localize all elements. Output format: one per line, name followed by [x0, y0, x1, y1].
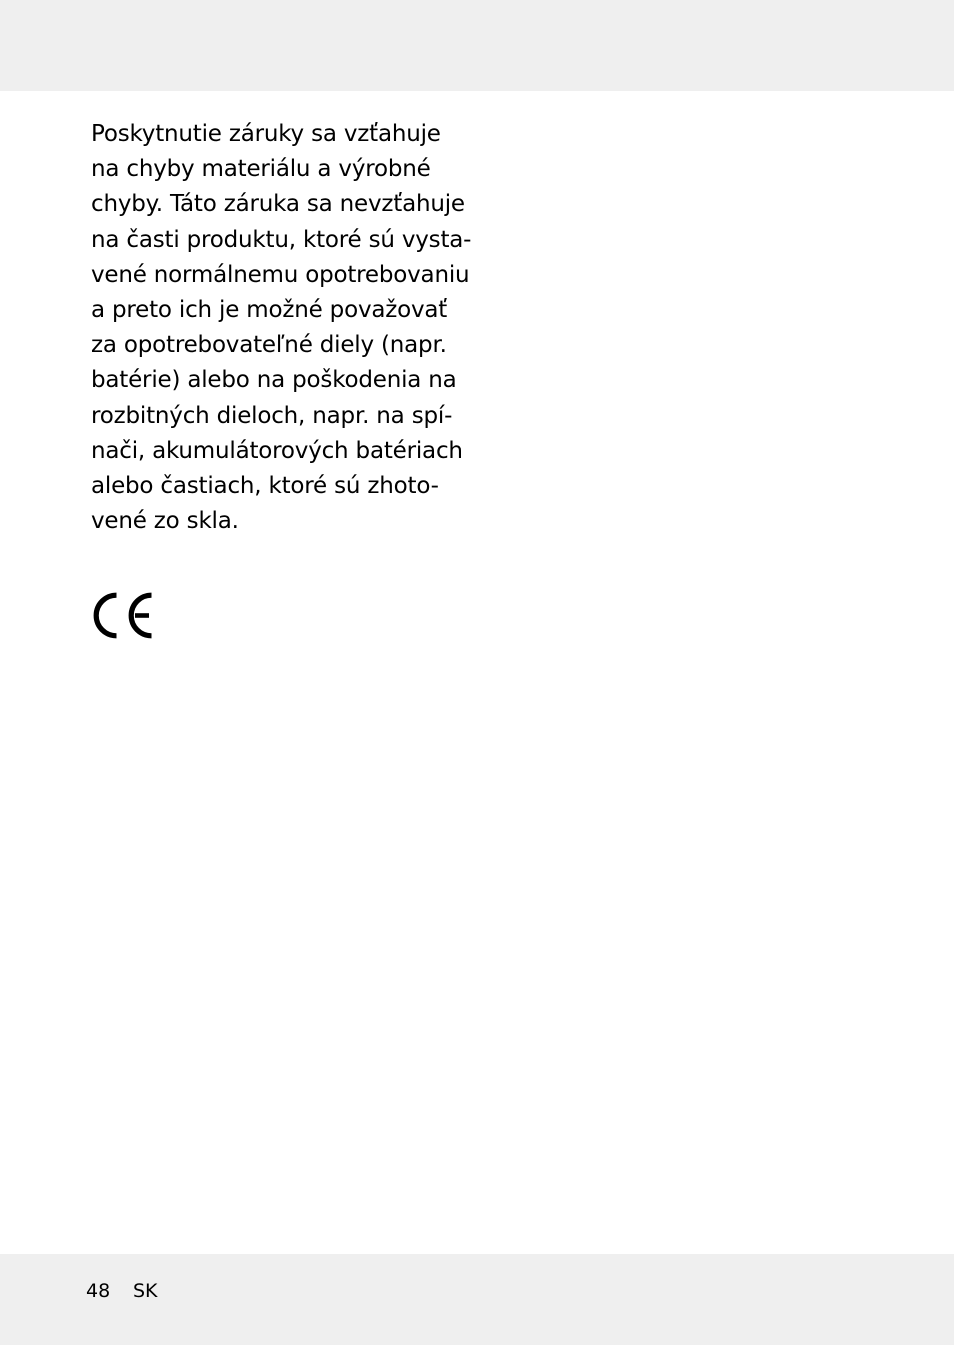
language-code: SK — [133, 1280, 158, 1302]
paragraph-line: a preto ich je možné považovať — [91, 297, 448, 324]
paragraph-line: na chyby materiálu a výrobné — [91, 156, 431, 183]
page-number: 48 — [86, 1280, 111, 1302]
paragraph-line: nači, akumulátorových batériach — [91, 437, 463, 464]
paragraph-line: vené zo skla. — [91, 508, 239, 535]
paragraph-line: Poskytnutie záruky sa vzťahuje — [91, 121, 441, 147]
paragraph-line: vené normálnemu opotrebovaniu — [91, 261, 470, 288]
paragraph-line: chyby. Táto záruka sa nevzťahuje — [91, 191, 465, 218]
paragraph-line: batérie) alebo na poškodenia na — [91, 367, 457, 394]
paragraph-line: rozbitných dieloch, napr. na spí- — [91, 402, 453, 429]
paragraph-line: alebo častiach, ktoré sú zhoto- — [91, 473, 439, 500]
ce-mark-icon — [90, 592, 156, 639]
paragraph-line: za opotrebovateľné diely (napr. — [91, 332, 447, 359]
header-band — [0, 0, 954, 91]
warranty-paragraph — [91, 117, 471, 539]
paragraph-line: na časti produktu, ktoré sú vysta- — [91, 226, 472, 253]
